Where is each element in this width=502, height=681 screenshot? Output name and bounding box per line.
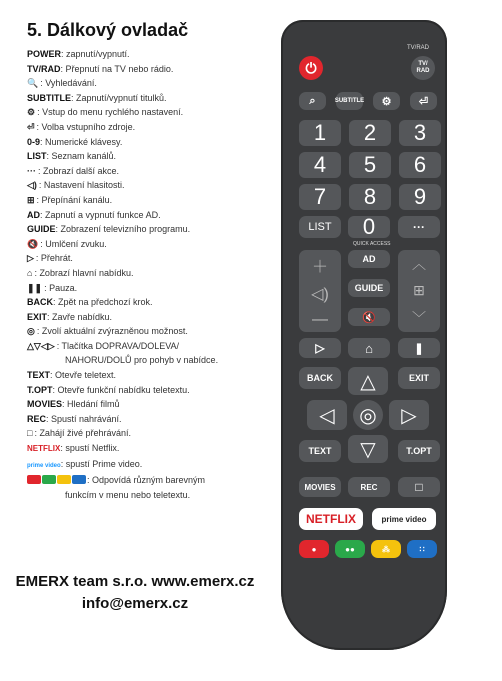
legend-text: : Zahájí živé přehrávání. (34, 428, 131, 439)
legend-icon: 🔍 (27, 78, 39, 89)
legend-text: : Přepnutí na TV nebo rádio. (60, 63, 174, 74)
legend-text: : Numerické klávesy. (40, 136, 123, 147)
legend-text: : Zapnutí/vypnutí titulků. (71, 92, 167, 103)
remote-control (281, 20, 447, 650)
subtitle-button[interactable]: SUBTITLE (336, 92, 363, 110)
topt-button[interactable]: T.OPT (398, 440, 440, 462)
legend-row (27, 178, 282, 193)
search-icon: ⌕ (309, 94, 316, 107)
red-button[interactable]: ● (299, 540, 329, 558)
more-button[interactable]: ··· (398, 216, 440, 238)
triangle-up-icon: △ (360, 370, 376, 393)
legend-row (27, 135, 282, 150)
legend-text: : Zobrazí další akce. (38, 165, 120, 176)
legend-key: SUBTITLE (27, 92, 71, 103)
legend-text: : Seznam kanálů. (46, 151, 117, 162)
triangle-right-icon: ▷ (401, 404, 417, 427)
legend-key: BACK (27, 297, 53, 308)
legend-row (27, 91, 282, 106)
legend-key: 0-9 (27, 136, 41, 147)
legend-text: : Otevře teletext. (50, 370, 117, 381)
legend-icon: ❚❚ (27, 282, 43, 293)
legend-row (27, 339, 282, 354)
number-6-button[interactable]: 6 (399, 152, 441, 178)
legend-row (27, 193, 282, 208)
legend-row (27, 353, 282, 368)
legend-row (27, 397, 282, 412)
legend-key: TEXT (27, 370, 51, 381)
input-source-icon: ⏎ (418, 95, 429, 108)
blue-swatch (72, 475, 86, 484)
legend-text: : Umlčení zvuku. (40, 238, 107, 249)
play-icon: ▷ (315, 341, 325, 355)
channel-list-icon: ⊞ (413, 282, 425, 299)
legend-text: : Pauza. (44, 282, 78, 293)
power-button[interactable] (299, 56, 323, 80)
volume-icon: ◁) (311, 285, 329, 303)
legend-text: : Odpovídá různým barevným (87, 475, 206, 486)
legend-icon: ◁) (27, 180, 37, 191)
blue-button[interactable]: ∷ (407, 540, 437, 558)
legend-icon: △▽◁▷ (27, 340, 55, 351)
green-button[interactable]: ●● (335, 540, 365, 558)
legend-icon: 🔇 (27, 238, 39, 249)
mute-icon: 🔇 (362, 311, 376, 324)
tvrad-label: TV/RAD (407, 45, 430, 51)
legend-key: EXIT (27, 311, 48, 322)
legend-row (27, 222, 282, 237)
legend-text: funkcím v menu nebo teletextu. (65, 489, 191, 500)
movies-button[interactable]: MOVIES (299, 477, 341, 497)
nav-right-button[interactable] (389, 400, 429, 430)
legend-key: POWER (27, 49, 62, 59)
legend-icon: ⏎ (27, 121, 35, 132)
legend-row (27, 62, 282, 77)
number-7-button[interactable]: 7 (299, 184, 341, 210)
legend-row (27, 105, 282, 120)
legend-key: REC (27, 413, 47, 424)
nav-down-button[interactable] (348, 435, 388, 463)
back-button[interactable]: BACK (299, 367, 341, 389)
legend-text: : Vstup do menu rychlého nastavení. (37, 107, 184, 118)
legend-icon: ⚙ (27, 107, 36, 118)
button-legend (27, 47, 282, 502)
legend-text: : Otevře funkční nabídku teletextu. (52, 384, 190, 395)
legend-row (27, 488, 282, 503)
legend-row (27, 47, 282, 62)
legend-row (27, 441, 282, 457)
netflix-button[interactable]: NETFLIX (299, 508, 363, 530)
legend-icon: ◎ (27, 326, 35, 337)
legend-row (27, 237, 282, 252)
tv-label: TV/ (418, 61, 428, 67)
legend-key: AD (27, 209, 40, 220)
legend-row (27, 164, 282, 179)
legend-text: : Zapnutí a vypnutí funkce AD. (40, 209, 161, 220)
square-icon: □ (415, 480, 423, 494)
pause-button[interactable] (398, 338, 440, 358)
legend-row (27, 281, 282, 296)
plus-icon: ＋ (311, 258, 328, 276)
rad-label: RAD (416, 68, 430, 74)
legend-row (27, 251, 282, 266)
rec-button[interactable]: REC (348, 477, 390, 497)
legend-text: : zapnutí/vypnutí. (61, 49, 130, 59)
legend-icon: ⌂ (27, 267, 33, 278)
prime-video-logo: prime video (27, 462, 61, 469)
yellow-button[interactable]: ⁂ (371, 540, 401, 558)
mute-button[interactable] (348, 308, 390, 326)
legend-row (27, 426, 282, 441)
legend-row (27, 310, 282, 325)
number-0-button[interactable]: 0 (348, 216, 390, 238)
page-title: 5. Dálkový ovladač (27, 20, 189, 40)
power-icon: ⏻ (305, 59, 317, 76)
tvrad-button[interactable] (411, 56, 435, 80)
legend-row (27, 368, 282, 383)
legend-text: : Přehrát. (35, 253, 73, 264)
legend-key: T.OPT (27, 384, 53, 395)
legend-text: : Zavře nabídku. (47, 311, 113, 322)
legend-text: : Přepínání kanálu. (36, 194, 113, 205)
ok-button[interactable] (353, 400, 383, 430)
number-9-button[interactable]: 9 (399, 184, 441, 210)
settings-button[interactable] (373, 92, 400, 110)
list-button[interactable]: LIST (299, 216, 341, 238)
legend-icon: ▷ (27, 253, 34, 264)
text-button[interactable]: TEXT (299, 440, 341, 462)
legend-icon: ··· (27, 165, 36, 176)
number-1-button[interactable]: 1 (299, 120, 341, 146)
number-4-button[interactable]: 4 (299, 152, 341, 178)
quick-access-label: QUICK ACCESS (353, 241, 391, 247)
number-2-button[interactable]: 2 (349, 120, 391, 146)
legend-row (27, 76, 282, 91)
legend-key: TV/RAD (27, 63, 61, 74)
guide-button[interactable]: GUIDE (348, 279, 390, 297)
netflix-logo: NETFLIX (27, 444, 61, 454)
legend-text: : Zobrazí hlavní nabídku. (34, 267, 134, 278)
prime-video-button[interactable]: prime video (372, 508, 436, 530)
legend-text: : Nastavení hlasitosti. (38, 180, 125, 191)
legend-text: : spustí Netflix. (60, 443, 120, 454)
triangle-down-icon: ▽ (360, 438, 376, 461)
legend-row (27, 266, 282, 281)
number-3-button[interactable]: 3 (399, 120, 441, 146)
legend-row (27, 208, 282, 223)
legend-key: LIST (27, 151, 47, 162)
volume-rocker[interactable] (299, 250, 341, 332)
legend-row (27, 473, 282, 488)
legend-row (27, 149, 282, 164)
ok-icon: ◎ (359, 404, 377, 427)
legend-text: : Hledání filmů (62, 399, 120, 410)
legend-text: : spustí Prime video. (60, 458, 143, 469)
input-button[interactable] (410, 92, 437, 110)
yellow-swatch (57, 475, 71, 484)
number-8-button[interactable]: 8 (349, 184, 391, 210)
number-5-button[interactable]: 5 (349, 152, 391, 178)
legend-key: MOVIES (27, 399, 63, 410)
nav-up-button[interactable] (348, 367, 388, 395)
legend-text: NAHORU/DOLŮ pro pohyb v nabídce. (65, 355, 219, 366)
red-swatch (27, 475, 41, 484)
ad-button[interactable]: AD (348, 250, 390, 268)
legend-key: GUIDE (27, 224, 56, 235)
minus-icon: — (312, 310, 328, 328)
gear-icon: ⚙ (381, 95, 392, 108)
legend-text: : Zpět na předchozí krok. (53, 297, 153, 308)
footer-email: info@emerx.cz (81, 595, 189, 612)
search-button[interactable] (299, 92, 326, 110)
exit-button[interactable]: EXIT (398, 367, 440, 389)
play-button[interactable] (299, 338, 341, 358)
home-button[interactable] (348, 338, 390, 358)
legend-text: : Zvolí aktuální zvýrazněnou možnost. (36, 326, 188, 337)
legend-text: : Volba vstupního zdroje. (36, 121, 136, 132)
legend-row (27, 457, 282, 474)
legend-icon: □ (27, 428, 33, 439)
legend-row (27, 412, 282, 427)
legend-row (27, 120, 282, 135)
legend-row (27, 295, 282, 310)
pause-icon: ❚ (414, 342, 424, 355)
legend-text: : Vyhledávání. (40, 78, 97, 89)
live-button[interactable] (398, 477, 440, 497)
legend-text: : Zobrazení televizního programu. (55, 224, 191, 235)
legend-text: : Spustí nahrávání. (46, 413, 122, 424)
channel-rocker[interactable] (398, 250, 440, 332)
green-swatch (42, 475, 56, 484)
home-icon: ⌂ (365, 340, 373, 356)
chevron-up-icon: ︿ (412, 256, 426, 273)
triangle-left-icon: ◁ (319, 404, 335, 427)
nav-left-button[interactable] (307, 400, 347, 430)
legend-row (27, 324, 282, 339)
chevron-down-icon: ﹀ (412, 309, 426, 326)
legend-row (27, 383, 282, 398)
legend-icon: ⊞ (27, 194, 35, 205)
legend-text: : Tlačítka DOPRAVA/DOLEVA/ (56, 340, 180, 351)
footer-company: EMERX team s.r.o. www.emerx.cz (15, 573, 255, 590)
